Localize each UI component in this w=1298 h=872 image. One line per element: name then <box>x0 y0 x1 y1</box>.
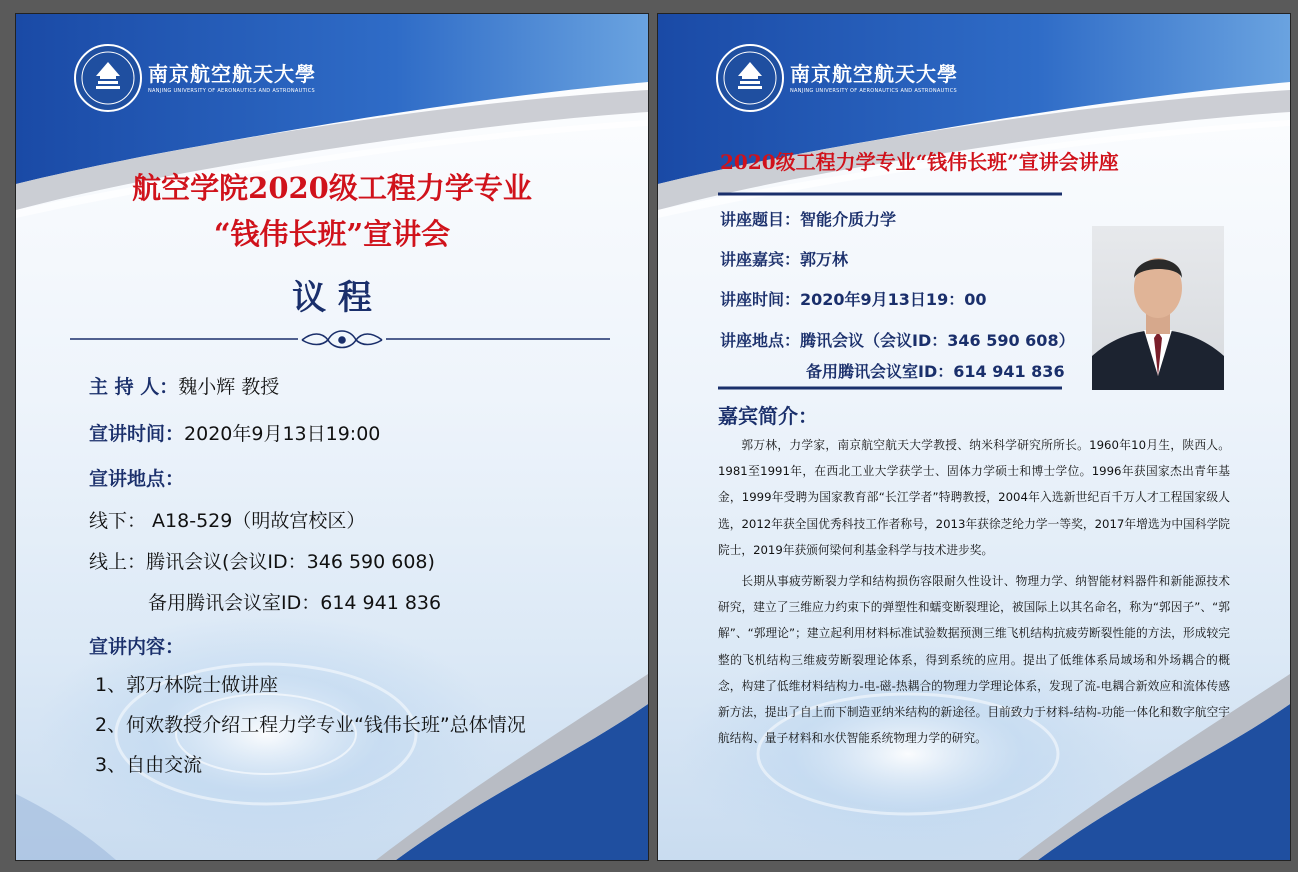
venue-online: 线上：腾讯会议(会议ID：346 590 608) <box>89 551 435 573</box>
university-logo <box>74 44 334 116</box>
university-seal-icon <box>716 44 784 112</box>
lecture-guest: 讲座嘉宾：郭万林 <box>720 250 849 269</box>
content-label <box>89 632 184 659</box>
university-seal-icon <box>74 44 142 112</box>
lecture-backup-room: 备用腾讯会议室ID：614 941 836 <box>806 362 1065 381</box>
guest-portrait <box>1092 226 1224 390</box>
agenda-item-2: 2、何欢教授介绍工程力学专业“钱伟长班”总体情况 <box>95 714 526 736</box>
venue-offline: 线下： A18-529（明故宫校区） <box>89 510 366 532</box>
university-name: 南京航空航天大學 <box>790 62 958 86</box>
lecture-poster <box>658 14 1290 860</box>
university-subtitle: NANJING UNIVERSITY OF AERONAUTICS AND ASTRONAUTICS <box>148 88 315 94</box>
bio-heading: 嘉宾简介： <box>718 404 818 428</box>
agenda-poster <box>16 14 648 860</box>
venue-backup: 备用腾讯会议室ID：614 941 836 <box>148 592 442 614</box>
poster-title-line2: “钱伟长班”宣讲会 <box>213 217 451 251</box>
venue-label-text: 宣讲地点： <box>89 468 185 490</box>
poster-title-line1: 航空学院2020级工程力学专业 <box>132 171 532 205</box>
lecture-topic: 讲座题目：智能介质力学 <box>720 210 897 229</box>
agenda-heading: 议 程 <box>292 278 372 318</box>
bio-paragraph-2: 长期从事疲劳断裂力学和结构损伤容限耐久性设计、物理力学、纳智能材料器件和新能源技术研究，建立了三维应力约束下的弹塑性和蠕变断裂理论，被国际上以其名命名，称为“郭因子”、“郭解”、“郭理论”；建立起利用材料标准试验数据预测三维飞机结构抗疲劳断裂性能的方法，形成较完整的飞机结构三维疲劳断裂理论体系，得到系统的应用。提出了低维体系局域场和外场耦合的概念，构建了低维材料结构力-电-磁-热耦合的物理力学理论体系，发现了流-电耦合新效应和流体传感新方法，提出了自上而下制造亚纳米结构的新途径。目前致力于材料-结构-功能一体化和数字航空宇航结构、量子材料和水伏智能系统物理力学的研究。 <box>718 574 1230 746</box>
venue-label <box>89 464 184 491</box>
university-subtitle: NANJING UNIVERSITY OF AERONAUTICS AND ASTRONAUTICS <box>790 88 957 94</box>
host-value: 魏小辉 教授 <box>178 376 280 398</box>
university-name: 南京航空航天大學 <box>148 62 316 86</box>
lecture-venue: 讲座地点：腾讯会议（会议ID：346 590 608） <box>720 331 1075 350</box>
time-row <box>89 419 380 446</box>
bio-paragraph-1: 郭万林，力学家，南京航空航天大学教授、纳米科学研究所所长。1960年10月生，陕西人。1981至1991年，在西北工业大学获学士、固体力学硕士和博士学位。1996年获国家杰出青年基金，1999年受聘为国家教育部“长江学者”特聘教授，2004年入选新世纪百千万人才工程国家级人选，2012年获全国优秀科技工作者称号，2013年获徐芝纶力学一等奖，2017年增选为中国科学院院士，2019年获颁何梁何利基金科学与技术进步奖。 <box>718 438 1230 557</box>
university-logo <box>716 44 976 116</box>
ornament-divider <box>302 331 382 348</box>
host-label: 主 持 人： <box>89 376 179 398</box>
agenda-item-3: 3、自由交流 <box>95 754 203 776</box>
host-row <box>89 372 279 399</box>
time-label: 宣讲时间： <box>89 423 185 445</box>
agenda-item-1: 1、郭万林院士做讲座 <box>95 674 279 696</box>
lecture-title: 2020级工程力学专业“钱伟长班”宣讲会讲座 <box>720 150 1119 174</box>
time-value: 2020年9月13日19:00 <box>184 423 381 445</box>
lecture-time: 讲座时间：2020年9月13日19：00 <box>720 290 987 309</box>
content-label-text: 宣讲内容： <box>89 636 185 658</box>
